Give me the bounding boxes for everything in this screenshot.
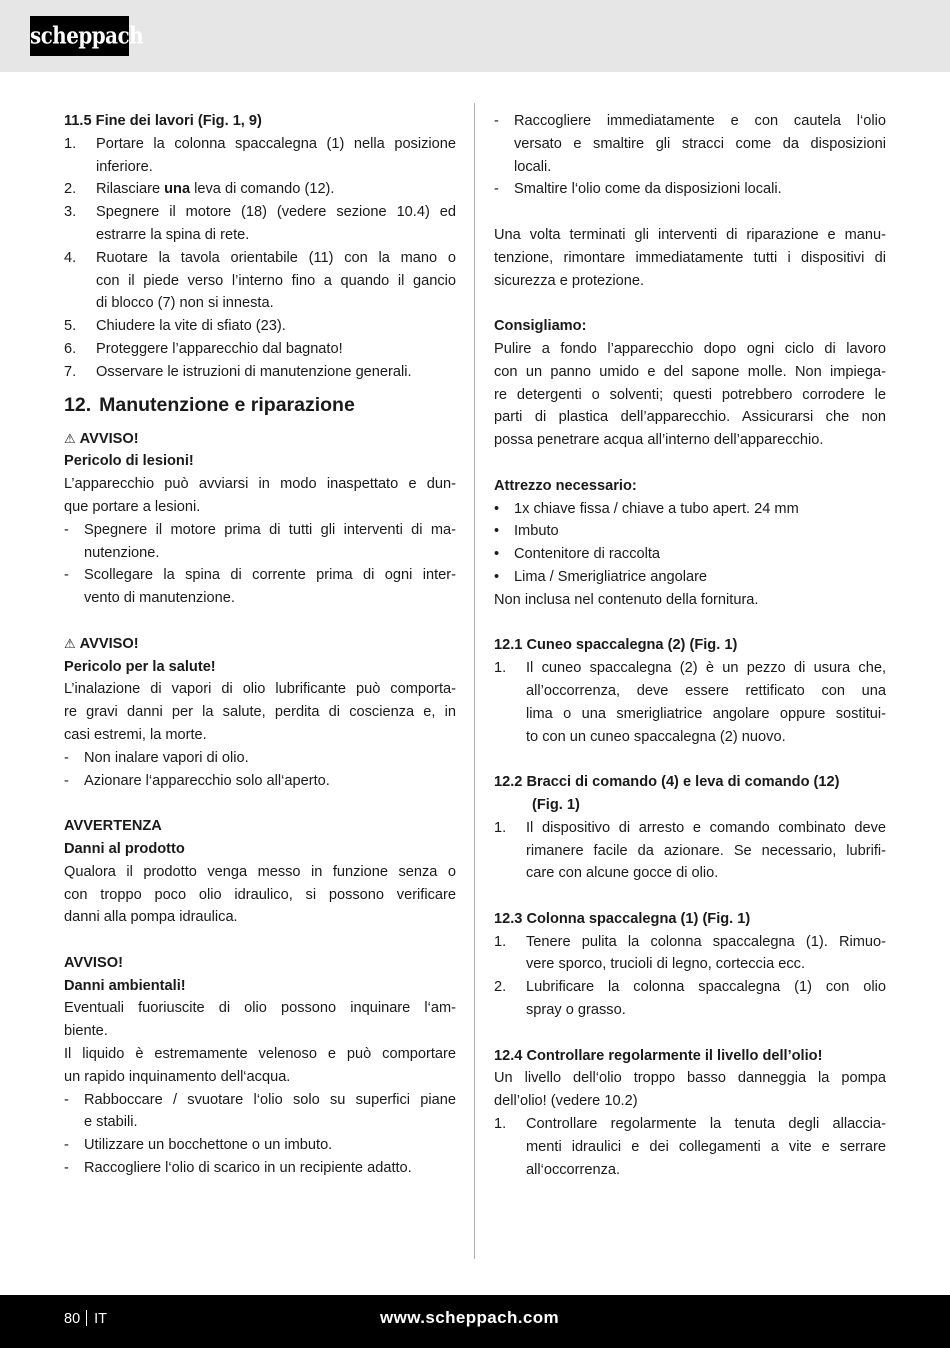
left-column: 11.5 Fine dei lavori (Fig. 1, 9) 1. Portare la colonna spaccalegna (1) nella posizione inferiore. 2. Rilasciare una leva di comando (12). 3. Spegnere il motore (18) (vedere sezione 10.4) ed estrarre la spina di rete. 4. Ruotare la tavola orientabile (11) con la mano o con il piede verso l’interno fino a quando il gancio di blocco (7) non si innesta. 5. Chiudere la vite di sfiato (23). 6. Proteggere l’apparecchio dal bagnato! 7. Osservare le istruzioni di manutenzione generali. 12. Manutenzione e riparazione ⚠ AVVISO! Pericolo di lesioni! L’apparecchio può avviarsi in modo inaspettato e dun- que portare a lesioni. - Spegnere il motore prima di tutti gli interventi di ma- nutenzione. - Scollegare la spina di corrente prima di ogni inter- vento di manutenzione. ⚠ AVVISO! Pericolo per la salute! L’inalazione di vapori di olio lubrificante può comporta- re gravi danni per la salute, perdita di coscienza e, in casi estremi, la morte. - Non inalare vapori di olio. - Azionare l‘apparecchio solo all‘aperto. AVVERTENZA Danni al prodotto Qualora il prodotto venga messo in funzione senza o con troppo poco olio idraulico, si possono verificare danni alla pompa idraulica. AVVISO! Danni ambientali! Eventuali fuoriuscite di olio possono inquinare l‘am- biente. Il liquido è estremamente velenoso e può comportare un rapido inquinamento dell‘acqua. - Rabboccare / svuotare l‘olio solo su superfici piane e stabili. - Utilizzare un bocchettone o un imbuto. - Raccogliere l‘olio di scarico in un recipiente adatto. (64, 110, 456, 1180)
s123-item-2: 2. Lubrificare la colonna spaccalegna (1) con olio (494, 979, 886, 996)
env-warning-item: - Smaltire l‘olio come da disposizioni locali. (494, 181, 782, 198)
env-warning-title: Danni ambientali! (64, 977, 186, 994)
env-warning-item: - Raccogliere l‘olio di scarico in un recipiente adatto. (64, 1160, 412, 1177)
warning-triangle-icon: ⚠ (64, 635, 76, 651)
section-12-2-title: 12.2 Bracci di comando (4) e leva di comando (12) (494, 774, 840, 791)
warning-1-label: ⚠ AVVISO! (64, 430, 139, 447)
warning-2-title: Pericolo per la salute! (64, 658, 216, 675)
s115-item-5: 5. Chiudere la vite di sfiato (23). (64, 318, 286, 335)
tool-item: • 1x chiave fissa / chiave a tubo apert. 24 mm (494, 500, 799, 517)
s123-item-1: 1. Tenere pulita la colonna spaccalegna (1). Rimuo- (494, 933, 886, 950)
warning-2-item: - Non inalare vapori di olio. (64, 749, 249, 766)
s115-item-4: 4. Ruotare la tavola orientabile (11) con la mano o con il piede verso l’interno fino a quando il gancio di blocco (7) non si innesta. (64, 249, 456, 312)
tools-title: Attrezzo necessario: (494, 477, 637, 494)
tools-note: Non inclusa nel contenuto della fornitura. (494, 591, 759, 608)
warning-2-item: - Azionare l‘apparecchio solo all‘aperto. (64, 772, 330, 789)
s121-item-1: 1. Il cuneo spaccalegna (2) è un pezzo di usura che, (494, 660, 886, 677)
s124-text: Un livello dell‘olio troppo basso danneggia la pompa (494, 1070, 886, 1087)
tool-item: • Imbuto (494, 523, 559, 540)
tool-item: • Contenitore di raccolta (494, 546, 661, 563)
notice-label: AVVERTENZA (64, 818, 162, 835)
footer-bar (0, 1295, 950, 1348)
recommendation-text: Pulire a fondo l’apparecchio dopo ogni ciclo di lavoro (494, 340, 886, 357)
page-number: 80 IT (64, 1311, 108, 1327)
env-warning-item: - Utilizzare un bocchettone o un imbuto. (64, 1137, 333, 1154)
env-warning-label: AVVISO! (64, 954, 123, 971)
s115-item-2: 2. Rilasciare una leva di comando (12). (64, 181, 335, 198)
section-12-4-title: 12.4 Controllare regolarmente il livello dell’olio! (494, 1047, 823, 1064)
env-warning-item: - Rabboccare / svuotare l‘olio solo su superfici piane (64, 1091, 456, 1108)
tool-item: • Lima / Smerigliatrice angolare (494, 568, 708, 585)
s115-item-6: 6. Proteggere l’apparecchio dal bagnato! (64, 340, 343, 357)
section-12-heading: 12. Manutenzione e riparazione (64, 393, 355, 416)
s124-item-1: 1. Controllare regolarmente la tenuta degli allaccia- (494, 1116, 886, 1133)
recommendation-title: Consigliamo: (494, 318, 587, 335)
s115-item-3: 3. Spegnere il motore (18) (vedere sezione 10.4) ed estrarre la spina di rete. (64, 204, 456, 243)
warning-1-title: Pericolo di lesioni! (64, 453, 194, 470)
column-divider (474, 103, 475, 1259)
warning-1-text: L’apparecchio può avviarsi in modo inaspettato e dun- (64, 476, 456, 493)
section-12-3-title: 12.3 Colonna spaccalegna (1) (Fig. 1) (494, 910, 751, 927)
warning-2-label: ⚠ AVVISO! (64, 635, 139, 652)
section-11-5-title: 11.5 Fine dei lavori (Fig. 1, 9) (64, 113, 262, 129)
warning-triangle-icon: ⚠ (64, 430, 76, 446)
section-12-1-title: 12.1 Cuneo spaccalegna (2) (Fig. 1) (494, 637, 738, 654)
s115-item-7: 7. Osservare le istruzioni di manutenzione generali. (64, 363, 412, 380)
brand-logo: scheppach (30, 16, 129, 56)
env-warning-text: Eventuali fuoriuscite di olio possono inquinare l‘am- (64, 1000, 456, 1017)
s115-item-1: 1. Portare la colonna spaccalegna (1) nella posizione inferiore. (64, 135, 456, 175)
warning-1-item: - Spegnere il motore prima di tutti gli interventi di ma- (64, 521, 456, 538)
right-column: - Raccogliere immediatamente e con cautela l‘olio versato e smaltire gli stracci come da disposizioni locali. - Smaltire l‘olio come da disposizioni locali. Una volta terminati gli interventi di riparazione e manu- tenzione, rimontare immediatamente tutti i dispositivi di sicurezza e protezione. Consigliamo: Pulire a fondo l’apparecchio dopo ogni ciclo di lavoro con un panno umido e del sapone molle. Non impiega- re detergenti o solventi; questi potrebbero corrodere le parti di plastica dell’apparecchio. Assicurarsi che non possa penetrare acqua all’interno dell’apparecchio. Attrezzo necessario: • 1x chiave fissa / chiave a tubo apert. 24 mm • Imbuto • Contenitore di raccolta • Lima / Smerigliatrice angolare Non inclusa nel contenuto della fornitura. 12.1 Cuneo spaccalegna (2) (Fig. 1) 1. Il cuneo spaccalegna (2) è un pezzo di usura che, all’occorrenza, deve essere rettificato con una lima o una smerigliatrice angolare oppure sostitui- to con un cuneo spaccalegna (2) nuovo. 12.2 Bracci di comando (4) e leva di comando (12) (Fig. 1) 1. Il dispositivo di arresto e comando combinato deve rimanere facile da azionare. Se necessario, lubrifi- care con alcune gocce di olio. 12.3 Colonna spaccalegna (1) (Fig. 1) 1. Tenere pulita la colonna spaccalegna (1). Rimuo- vere sporco, trucioli di legno, corteccia ecc. 2. Lubrificare la colonna spaccalegna (1) con olio spray o grasso. 12.4 Controllare regolarmente il livello dell’olio! Un livello dell‘olio troppo basso danneggia la pompa dell’olio! (vedere 10.2) 1. Controllare regolarmente la tenuta degli allaccia- menti idraulici e dei collegamenti a vite e serrare all‘occorrenza. (494, 110, 886, 1181)
warning-2-text: L’inalazione di vapori di olio lubrificante può comporta- (64, 681, 456, 698)
notice-text: Qualora il prodotto venga messo in funzione senza o (64, 863, 456, 880)
website-link[interactable]: www.scheppach.com (380, 1308, 560, 1327)
notice-title: Danni al prodotto (64, 840, 185, 857)
warning-1-item: - Scollegare la spina di corrente prima di ogni inter- (64, 567, 456, 584)
env-warning-item: - Raccogliere immediatamente e con cautela l‘olio (494, 113, 886, 129)
after-maintenance-text: Una volta terminati gli interventi di riparazione e manu- (494, 226, 886, 243)
s122-item-1: 1. Il dispositivo di arresto e comando combinato deve (494, 819, 886, 836)
